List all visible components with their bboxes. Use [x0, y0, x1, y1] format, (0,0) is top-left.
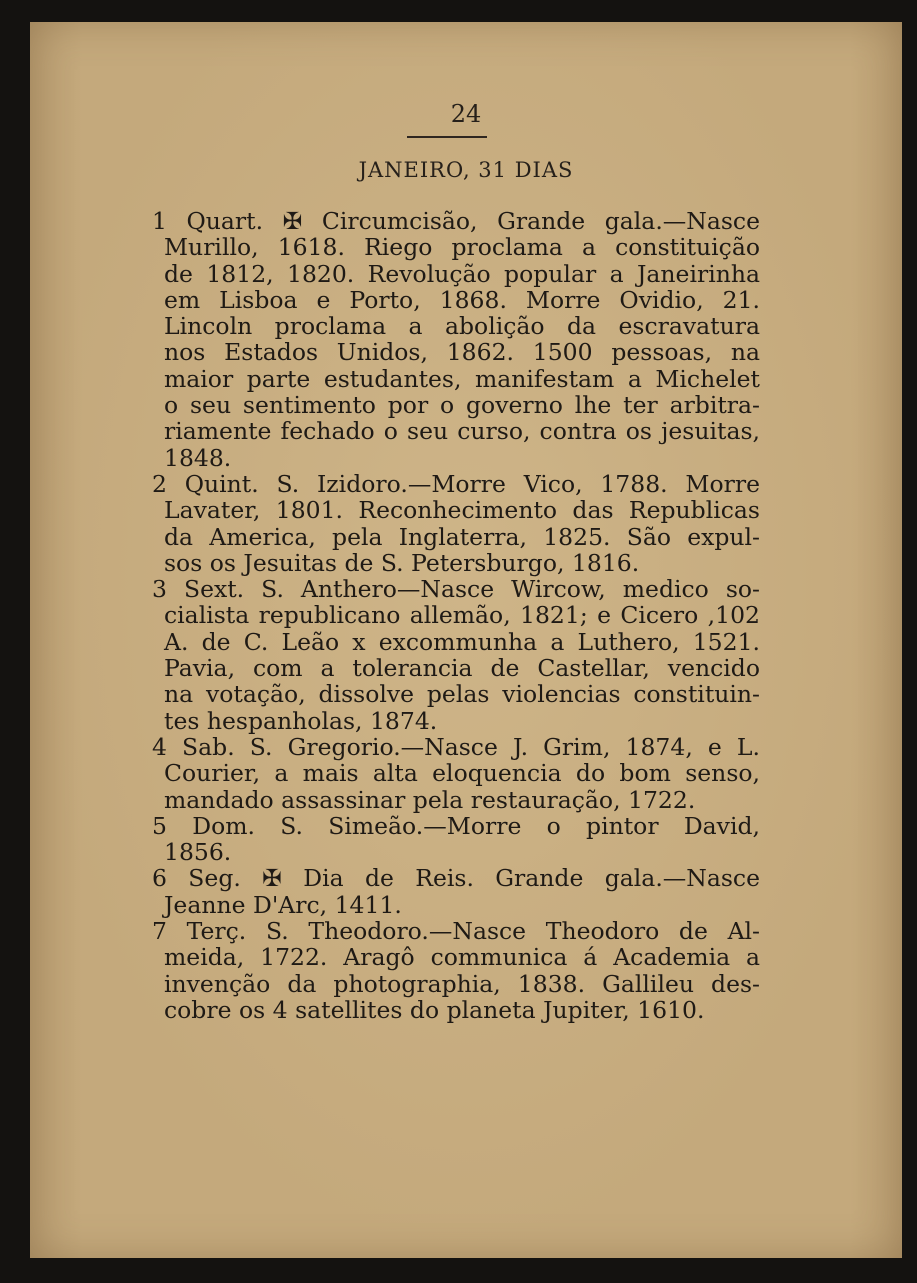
entry-line: 3 Sext. S. Anthero—Nasce Wircow, medico so- [152, 575, 760, 604]
entry-line: 7 Terç. S. Theodoro.—Nasce Theodoro de Al- [152, 917, 760, 946]
book-page [30, 22, 902, 1258]
entry-line: Jeanne D'Arc, 1411. [164, 890, 402, 919]
entry-line: 1856. [164, 838, 232, 867]
entry-line: em Lisboa e Porto, 1868. Morre Ovidio, 21. [164, 285, 760, 314]
entry-line: cobre os 4 satellites do planeta Jupiter, 1610. [164, 995, 705, 1024]
entry-line: 4 Sab. S. Gregorio.—Nasce J. Grim, 1874, e L. [152, 732, 760, 761]
day-entry-5 [152, 811, 760, 867]
entry-line: mandado assassinar pela restauração, 1722. [164, 785, 696, 814]
calendar-entries [152, 207, 760, 1024]
entry-line: de 1812, 1820. Revolução popular a Janeirinha [164, 259, 760, 288]
day-entry-2 [152, 469, 760, 577]
day-entry-1 [152, 207, 760, 472]
entry-line: Lincoln proclama a abolição da escravatura [164, 312, 760, 341]
day-entry-7 [152, 917, 760, 1024]
entry-line: 1848. [164, 443, 232, 472]
entry-line: riamente fechado o seu curso, contra os jesuitas, [164, 417, 760, 446]
entry-line: 6 Seg. ✠ Dia de Reis. Grande gala.—Nasce [152, 864, 760, 893]
month-header: JANEIRO, 31 DIAS [358, 158, 574, 182]
entry-line: nos Estados Unidos, 1862. 1500 pessoas, na [164, 338, 760, 367]
day-entry-3 [152, 575, 760, 735]
day-entry-4 [152, 732, 760, 814]
entry-line: maior parte estudantes, manifestam a Michelet [164, 364, 760, 393]
entry-line: tes hespanholas, 1874. [164, 706, 438, 735]
entry-line: 1 Quart. ✠ Circumcisão, Grande gala.—Nasce [152, 207, 760, 235]
day-entry-6 [152, 864, 760, 919]
entry-line: da America, pela Inglaterra, 1825. São expul- [164, 522, 760, 551]
entry-line: invenção da photographia, 1838. Gallileu des- [164, 969, 760, 998]
entry-line: A. de C. Leão x excommunha a Luthero, 1521. [164, 627, 760, 656]
page-number: 24 [450, 100, 482, 128]
entry-line: Courier, a mais alta eloquencia do bom senso, [164, 759, 760, 788]
entry-line: Pavia, com a tolerancia de Castellar, vencido [164, 654, 760, 683]
entry-line: o seu sentimento por o governo lhe ter arbitra- [164, 391, 760, 420]
entry-line: meida, 1722. Aragô communica á Academia a [164, 943, 760, 972]
entry-line: na votação, dissolve pelas violencias constituin- [164, 680, 760, 709]
entry-line: Murillo, 1618. Riego proclama a constituição [164, 233, 760, 262]
entry-line: Lavater, 1801. Reconhecimento das Republicas [164, 496, 760, 525]
entry-line: 5 Dom. S. Simeão.—Morre o pintor David, [152, 811, 760, 840]
header-rule [407, 136, 487, 138]
entry-line: cialista republicano allemão, 1821; e Cicero ,102 [164, 601, 760, 630]
entry-line: sos os Jesuitas de S. Petersburgo, 1816. [164, 548, 640, 577]
entry-line: 2 Quint. S. Izidoro.—Morre Vico, 1788. Morre [152, 469, 760, 498]
